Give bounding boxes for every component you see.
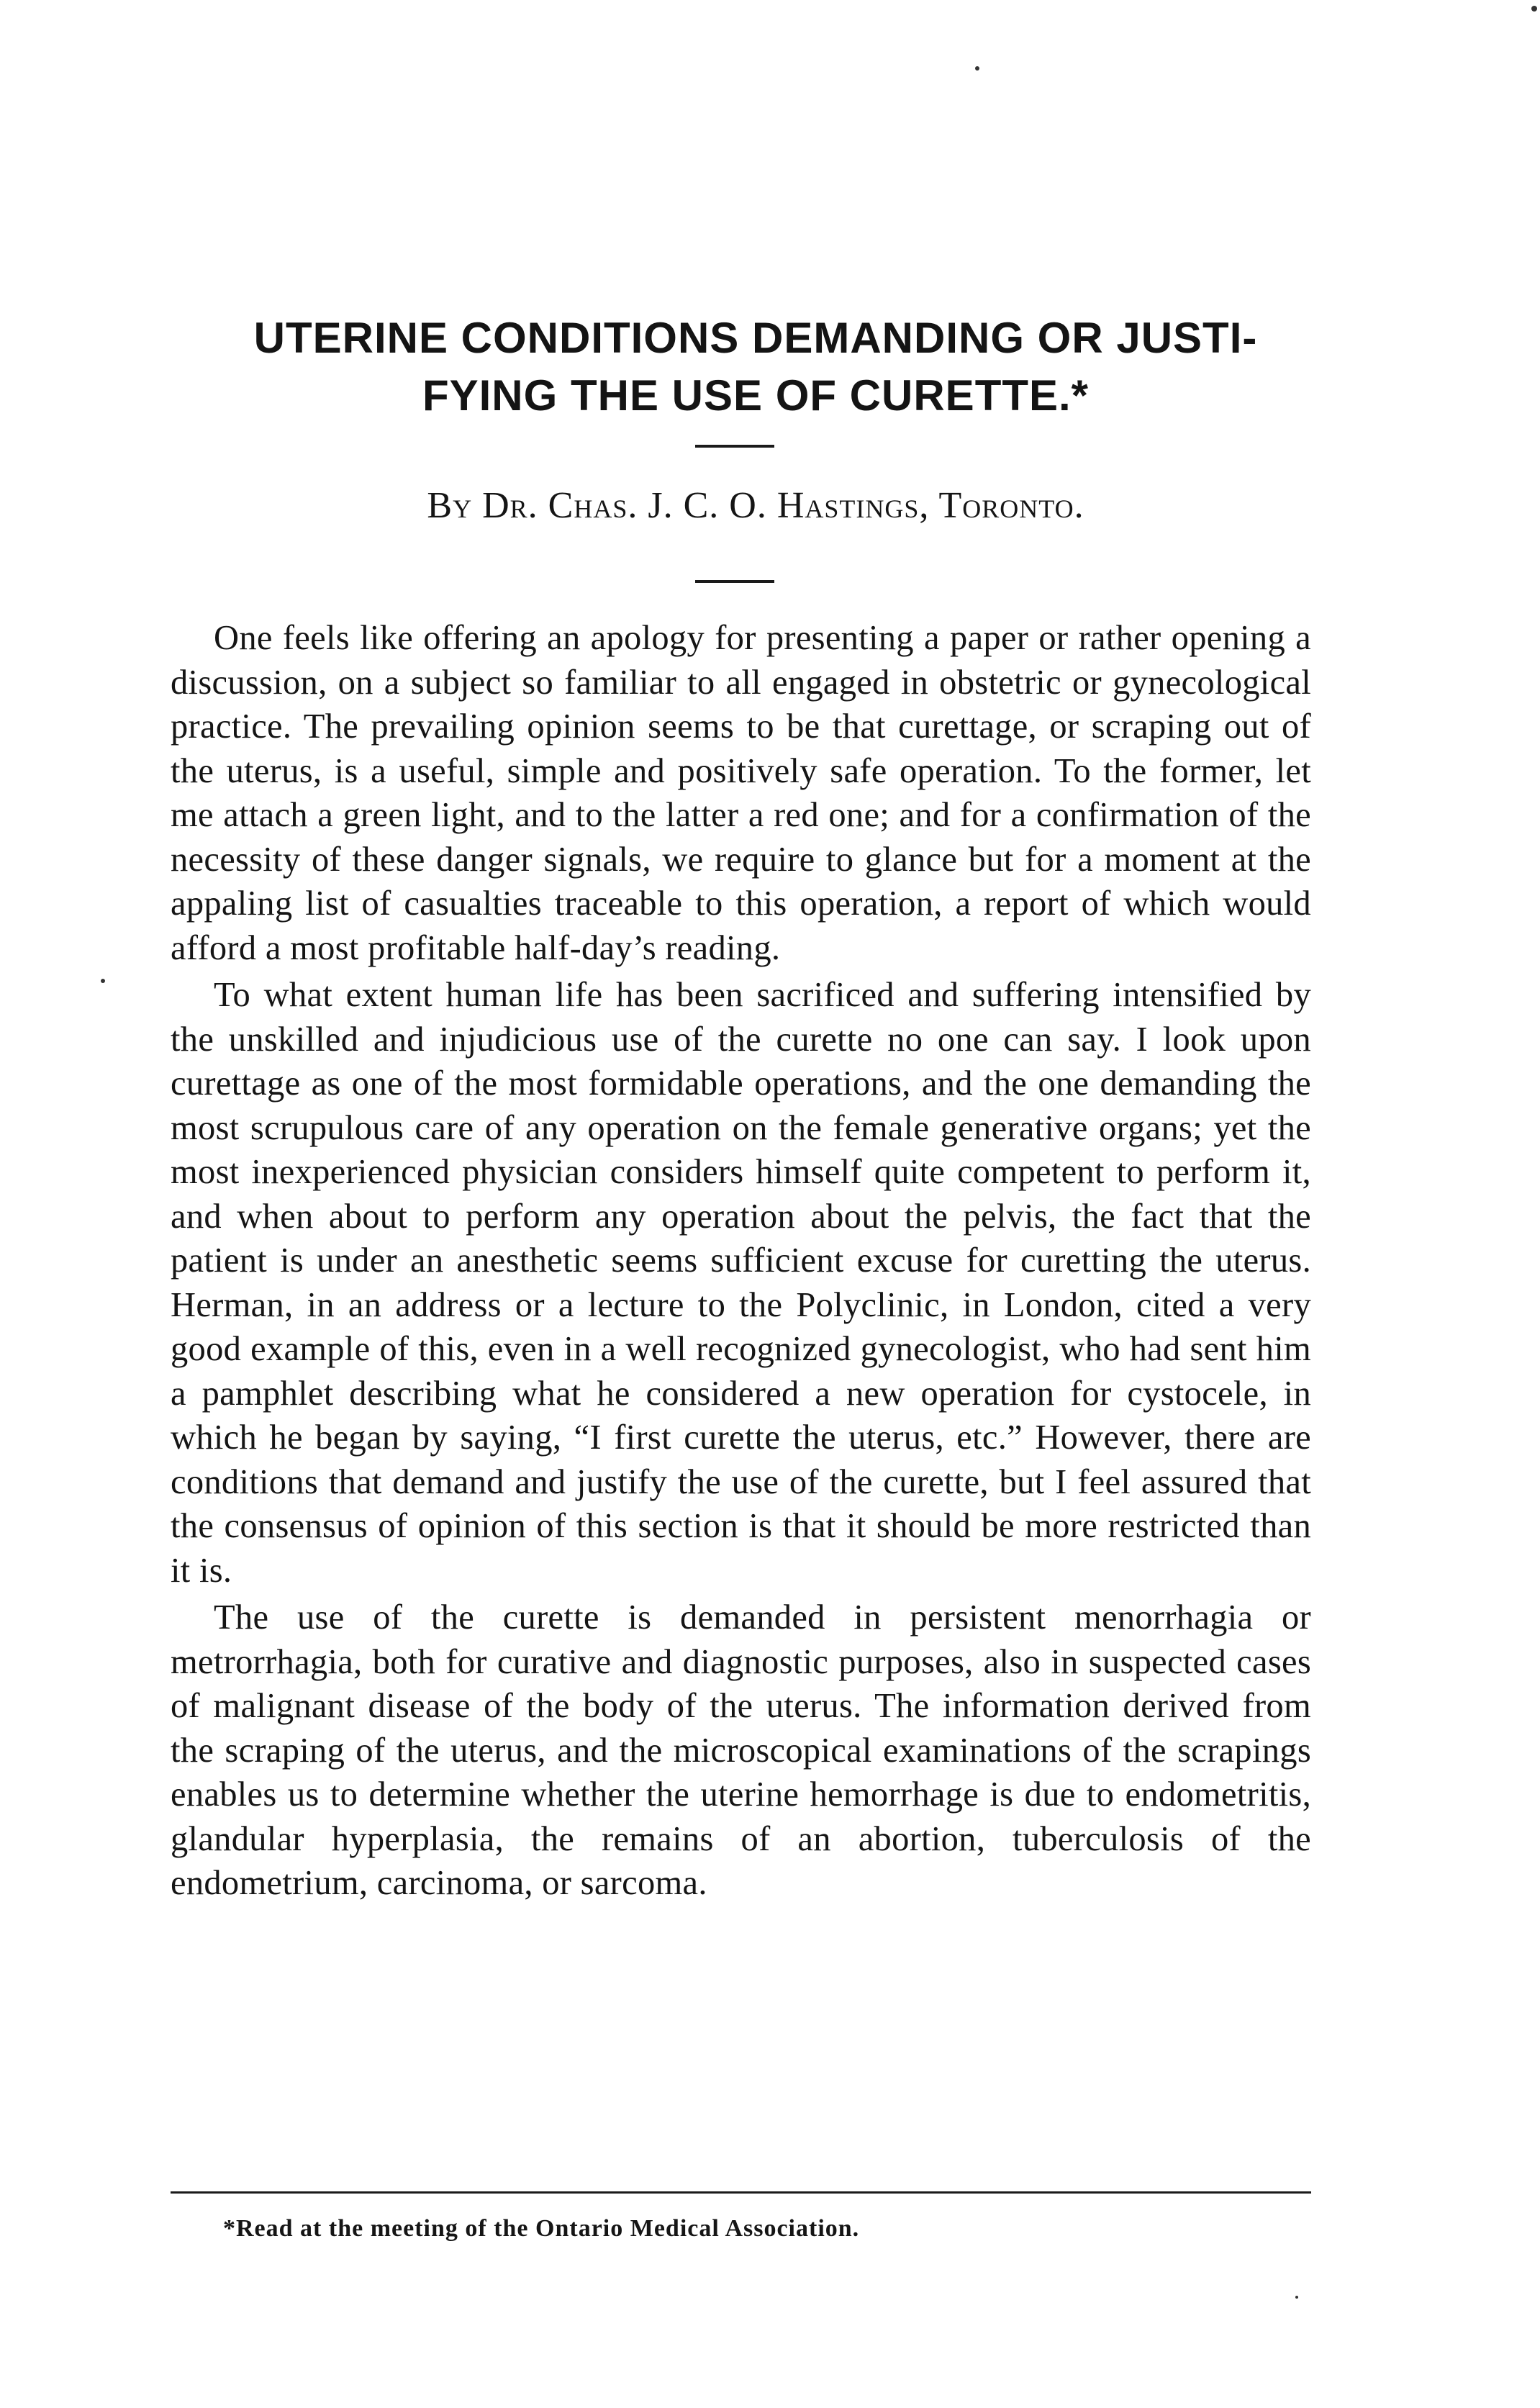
title-divider [695, 445, 774, 448]
print-speck [1531, 6, 1537, 12]
print-speck [101, 979, 105, 983]
body-paragraph: One feels like offering an apology for presenting a paper or rather opening a discussion, on a subject so familiar to all engaged in obstetric or gynecological practice. The prevailing opinion seems to be that curettage, or scraping out of the uterus, is a useful, simple and positively safe operation. To the former, let me attach a green light, and to the latter a red one; and for a confirmation of the necessity of these danger signals, we require to glance but for a moment at the appaling list of casualties traceable to this operation, a report of which would afford a most profitable half-day’s reading. [171, 619, 1311, 967]
body-paragraph: To what extent human life has been sacrificed and suffering intensified by the unskilled and injudicious use of the curette no one can say. I look upon curettage as one of the most formidable operations, and the one demanding the most scrupulous care of any operation on the female generative organs; yet the most inexperienced physician considers himself quite competent to perform it, and when about to perform any operation about the pelvis, the fact that the patient is under an anesthetic seems sufficient excuse for curetting the uterus. Herman, in an address or a lecture to the Polyclinic, in London, cited a very good example of this, even in a well recognized gynecologist, who had sent him a pamphlet describing what he considered a new operation for cystocele, in which he began by saying, “I first curette the uterus, etc.” However, there are conditions that demand and justify the use of the curette, but I feel assured that the consensus of opinion of this section is that it should be more restricted than it is. [171, 976, 1311, 1590]
print-speck [975, 66, 979, 71]
footnote: *Read at the meeting of the Ontario Medical Association. [223, 2215, 860, 2242]
body-paragraph: The use of the curette is demanded in persistent menorrhagia or metrorrhagia, both for curative and diagnostic purposes, also in suspected cases of malignant disease of the body of the uterus. The information derived from the scraping of the uterus, and the microscopical examinations of the scrapings enables us to determine whether the uterine hemorrhage is due to endometritis, glandular hyperplasia, the remains of an abortion, tuberculosis of the endometrium, carcinoma, or sarcoma. [171, 1598, 1311, 1902]
article-title: UTERINE CONDITIONS DEMANDING OR JUSTI- FYING THE USE OF CURETTE.* [253, 314, 1258, 420]
byline-divider [695, 580, 774, 583]
footnote-divider [171, 2191, 1311, 2194]
article-body [171, 616, 1311, 1909]
author-byline: By Dr. Chas. J. C. O. Hastings, Toronto. [427, 485, 1084, 526]
print-speck [1295, 2296, 1298, 2299]
